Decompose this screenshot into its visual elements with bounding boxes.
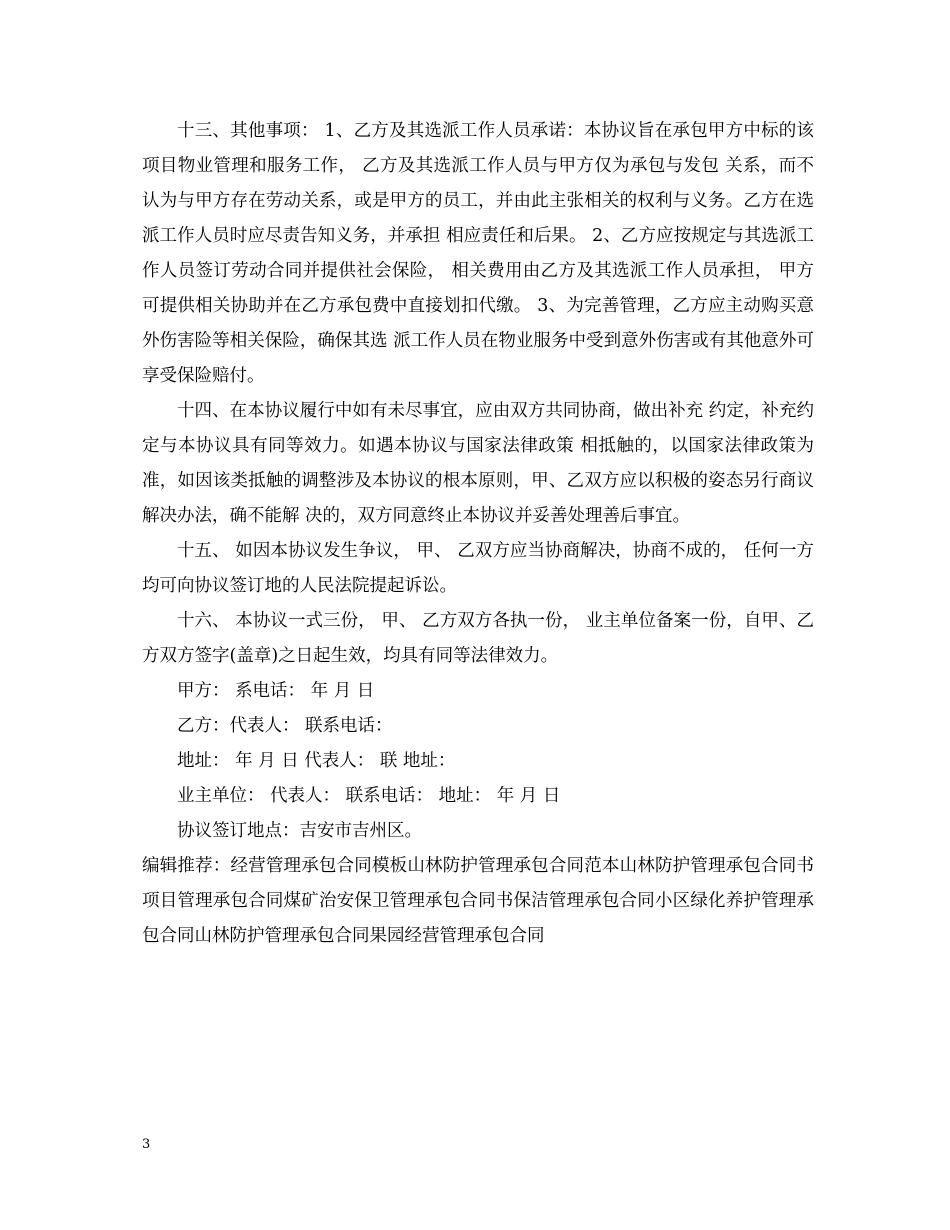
page-number: 3 [142,1137,151,1152]
document-body [142,114,814,954]
clause-14-paragraph: 十四、在本协议履行中如有未尽事宜，应由双方共同协商，做出补充 约定，补充约定与本协议具有同等效力。如遇本协议与国家法律政策 相抵触的，以国家法律政策为准，如因该类抵触的调整涉及本协议的根本原则，甲、乙双方应以积极的姿态另行商议解决办法，确不能解 决的，双方同意终止本协议并妥善处理善后事宜。 [142,401,814,526]
clause-15-paragraph: 十五、 如因本协议发生争议， 甲、 乙双方应当协商解决，协商不成的， 任何一方均可向协议签订地的人民法院提起诉讼。 [142,541,814,596]
editor-recommendation: 编辑推荐：经营管理承包合同模板山林防护管理承包合同范本山林防护管理承包合同书项目管理承包合同煤矿治安保卫管理承包合同书保洁管理承包合同小区绿化养护管理承包合同山林防护管理承包合同果园经营管理承包合同 [142,856,814,946]
signature-line-party-a: 甲方： 系电话： 年 月 日 [177,681,375,701]
signature-line-address: 地址： 年 月 日 代表人： 联 地址： [177,751,456,771]
signature-line-owner-unit: 业主单位： 代表人： 联系电话： 地址： 年 月 日 [177,786,561,806]
signature-line-party-b: 乙方：代表人： 联系电话： [177,716,393,736]
clause-16-paragraph: 十六、 本协议一式三份， 甲、 乙方双方各执一份， 业主单位备案一份，自甲、乙方双方签字(盖章)之日起生效，均具有同等法律效力。 [142,611,814,666]
clause-13-paragraph: 十三、其他事项： 1、乙方及其选派工作人员承诺：本协议旨在承包甲方中标的该项目物业管理和服务工作， 乙方及其选派工作人员与甲方仅为承包与发包 关系，而不认为与甲方存在劳动关系，或是甲方的员工，并由此主张相关的权利与义务。乙方在选派工作人员时应尽责告知义务，并承担 相应责任和后果。 2、乙方应按规定与其选派工作人员签订劳动合同并提供社会保险， 相关费用由乙方及其选派工作人员承担， 甲方可提供相关协助并在乙方承包费中直接划扣代缴。 3、为完善管理，乙方应主动购买意外伤害险等相关保险，确保其选 派工作人员在物业服务中受到意外伤害或有其他意外可享受保险赔付。 [142,121,814,386]
signing-location-line: 协议签订地点：吉安市吉州区。 [177,821,422,841]
